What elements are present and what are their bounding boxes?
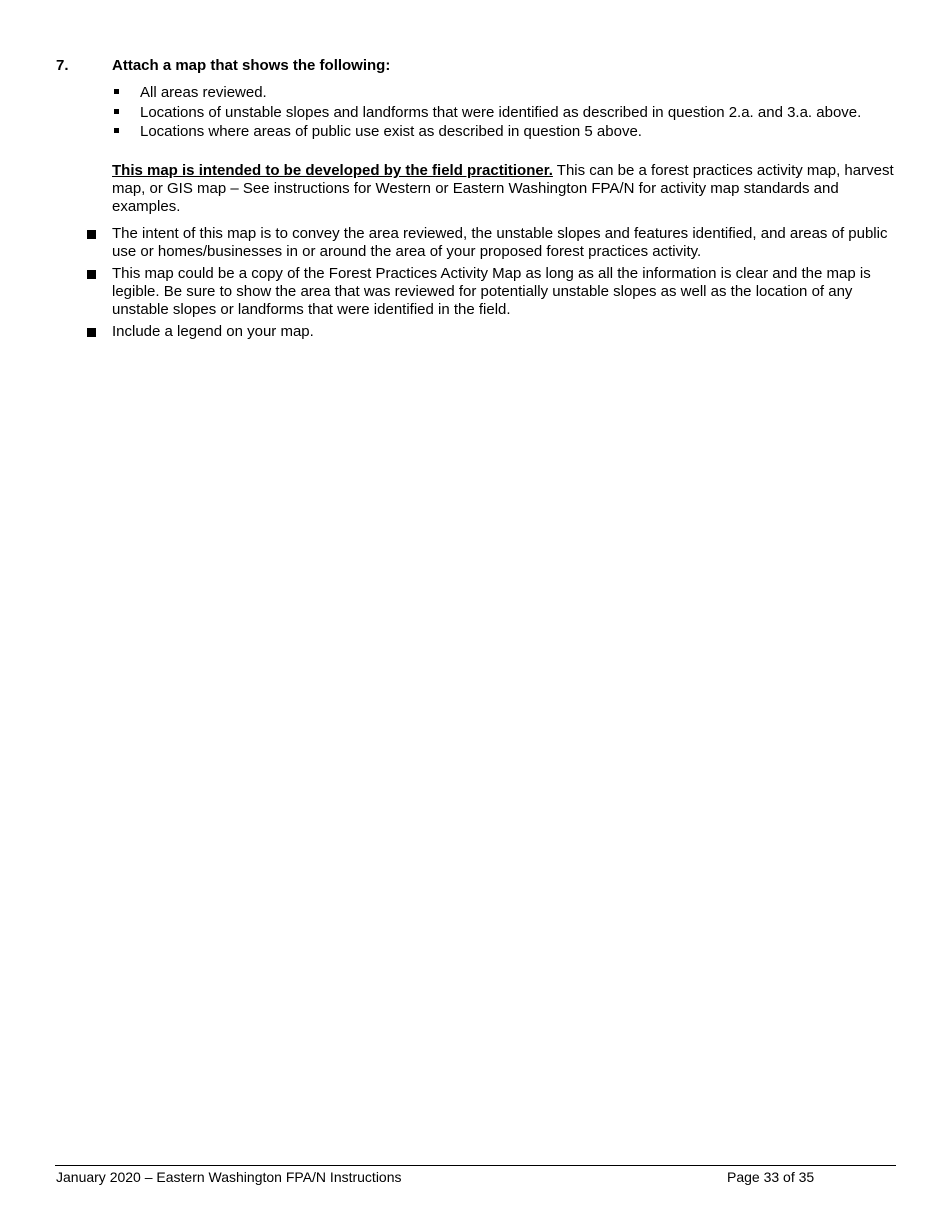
footer-document-title: January 2020 – Eastern Washington FPA/N Instructions [56,1169,402,1185]
square-bullet-icon [87,230,96,239]
list-item-text: The intent of this map is to convey the area reviewed, the unstable slopes and features identified, and areas of public use or homes/businesses in or around the area of your proposed forest practices activity. [112,225,888,260]
list-item [113,84,861,104]
list-item-text: This map could be a copy of the Forest Practices Activity Map as long as all the information is clear and the map is legible. Be sure to show the area that was reviewed for potentially unstable slopes as well as the location of any unstable slopes or landforms that were identified in the field. [112,265,871,318]
map-requirements-list [113,84,861,143]
question-heading [56,57,390,75]
footer-page-number: Page 33 of 35 [727,1169,815,1185]
question-number: 7. [56,57,69,74]
square-bullet-icon [114,89,119,94]
square-bullet-icon [114,109,119,114]
list-item-text: All areas reviewed. [140,84,267,101]
note-text: This can be a forest practices activity map, harvest map, or GIS map – See instructions for Western or Eastern Washington FPA/N for activity map standards and examples. [112,162,894,215]
footer-divider [55,1165,896,1166]
question-title: Attach a map that shows the following: [112,57,391,74]
guidance-bullets [87,225,902,345]
square-bullet-icon [114,128,119,133]
list-item [87,225,902,261]
list-item-text: Include a legend on your map. [112,323,314,340]
list-item-text: Locations of unstable slopes and landforms that were identified as described in question 2.a. and 3.a. above. [140,103,862,121]
list-item [113,123,861,143]
list-item [87,323,902,341]
practitioner-note [112,162,902,216]
square-bullet-icon [87,270,96,279]
square-bullet-icon [87,328,96,337]
list-item [87,265,902,319]
list-item [113,104,861,124]
list-item-text: Locations where areas of public use exist as described in question 5 above. [140,123,642,140]
note-emphasis: This map is intended to be developed by the field practitioner. [112,162,553,179]
